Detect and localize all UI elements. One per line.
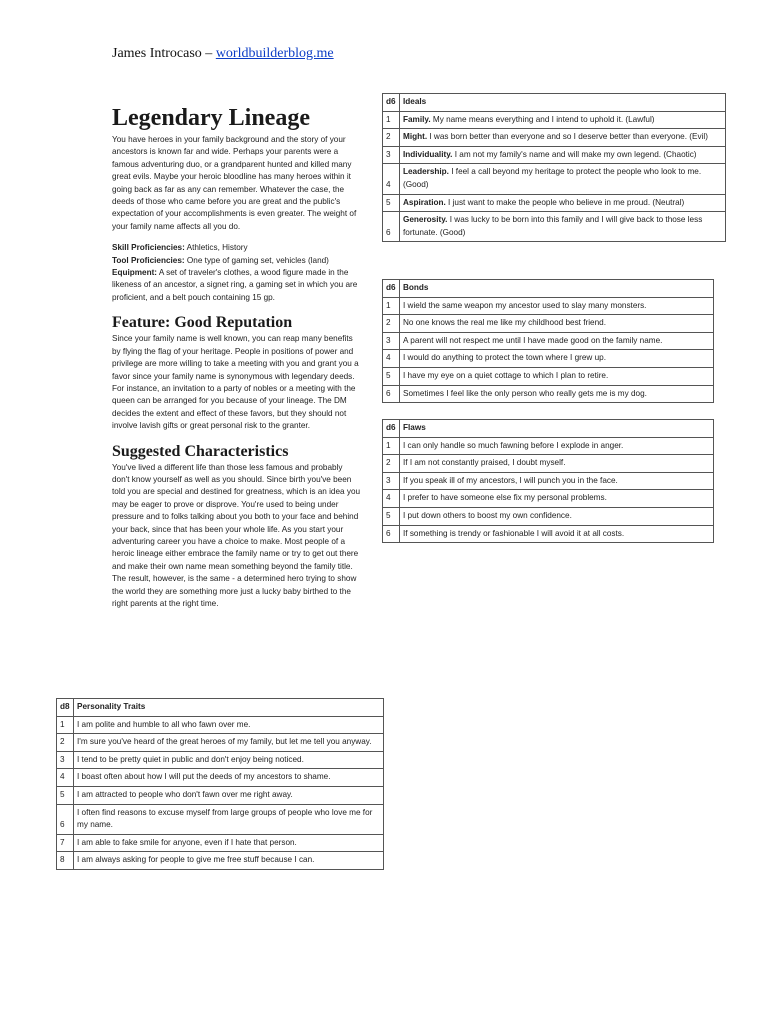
table-row [383,385,714,403]
column-header: Personality Traits [74,699,384,717]
row-text: I am able to fake smile for anyone, even if I hate that person. [74,834,384,852]
row-number: 5 [383,194,400,212]
table-row [383,297,714,315]
row-number: 7 [57,834,74,852]
row-number: 4 [383,350,400,368]
table-row [383,194,726,212]
row-number: 8 [57,852,74,870]
table-row [383,350,714,368]
row-text: I'm sure you've heard of the great heroes of my family, but let me tell you anyway. [74,734,384,752]
ideal-label: Individuality. [403,149,453,159]
table-row [383,212,726,242]
equipment-value: A set of traveler's clothes, a wood figure made in the likeness of an ancestor, a signet ring, a gaming set in which you are proficient, and a belt pouch containing 15 gp. [112,268,358,302]
row-text: I wield the same weapon my ancestor used to slay many monsters. [400,297,714,315]
row-number: 5 [383,367,400,385]
feature-text: Since your family name is well known, you can reap many benefits by flying the flag of your heritage. People in positions of power and privilege are more willing to take a meeting with you and grant you a favor since your family name is synonymous with legendary deeds. For instance, an invitation to a party of nobles or a meeting with the queen can be arranged for you because of your lineage. The DM decides the extent and effect of these favors, but they should not involve lavish gifts or great personal risk to the granter. [112,334,359,431]
row-text: I boast often about how I will put the deeds of my ancestors to shame. [74,769,384,787]
table-row [383,129,726,147]
table-row [383,367,714,385]
row-number: 6 [383,212,400,242]
column-header: Bonds [400,280,714,298]
table-row [383,455,714,473]
row-text [400,146,726,164]
row-text [400,212,726,242]
table-row [383,490,714,508]
row-number: 6 [383,385,400,403]
table-row [57,786,384,804]
row-text: If I am not constantly praised, I doubt myself. [400,455,714,473]
ideal-label: Aspiration. [403,197,446,207]
page-title: Legendary Lineage [112,105,310,131]
table-row [383,525,714,543]
table-row [383,332,714,350]
characteristics-text: You've lived a different life than those less famous and probably don't know yourself as well as you should. Since birth you've been told you are special and destined for greatness, which is an idea you may be eager to prove or disprove. You're used to being under pressure and to folks talking about you both to your face and behind your back, since that has been your whole life. As you start your adventuring career you have a choice to make. Most people of a heroic lineage either embrace the family name or try to get out there and make their own name mean something beyond the family title. The result, however, is the same - a determined hero trying to show the world they are something more just a lucky baby birthed to the right parents at the right time. [112,462,361,608]
row-number: 1 [383,297,400,315]
table-header-row [383,94,726,112]
row-text: I am attracted to people who don't fawn over me right away. [74,786,384,804]
bonds-table [382,279,714,403]
table-row [57,834,384,852]
row-number: 4 [383,490,400,508]
tool-value: One type of gaming set, vehicles (land) [184,255,329,265]
row-number: 2 [383,455,400,473]
ideals-table [382,93,726,242]
tool-label: Tool Proficiencies: [112,255,185,265]
row-text: I often find reasons to excuse myself from large groups of people who love me for my name. [74,804,384,834]
row-text: I am polite and humble to all who fawn over me. [74,716,384,734]
tool-proficiencies [112,255,362,267]
row-text: If something is trendy or fashionable I will avoid it at all costs. [400,525,714,543]
row-text [400,129,726,147]
page-header [112,46,334,62]
ideal-text: I am not my family's name and will make my own legend. (Chaotic) [452,149,697,159]
table-row [383,146,726,164]
main-text-column [112,104,362,610]
equipment [112,267,362,304]
author-name: James Introcaso – [112,46,216,61]
ideal-text: I was born better than everyone and so I deserve better than everyone. (Evil) [427,132,708,142]
ideal-label: Family. [403,114,431,124]
ideal-label: Might. [403,132,428,142]
ideal-label: Leadership. [403,167,449,177]
table-row [57,804,384,834]
row-number: 5 [383,507,400,525]
row-number: 4 [383,164,400,194]
table-row [383,507,714,525]
table-row [383,437,714,455]
row-text: If you speak ill of my ancestors, I will punch you in the face. [400,472,714,490]
skill-value: Athletics, History [184,243,248,253]
row-number: 5 [57,786,74,804]
row-number: 6 [383,525,400,543]
table-row [383,111,726,129]
column-header: Flaws [400,420,714,438]
die-cell: d8 [57,699,74,717]
intro-text: You have heroes in your family background and the story of your ancestors is known far and wide. Perhaps your parents were a famous adventuring duo, or a grandparent hunted and killed many great evils. Maybe your heroic bloodline has many heroes within it going back as far as any can remember. Whatever the case, the deeds of those who came before you are great and the public's expectation of your accomplishments is even greater. The weight of your family name affects all you do. [112,135,357,231]
ideal-text: I was lucky to be born into this family and I will give back to those less fortunate. (Good) [403,215,703,237]
table-row [383,315,714,333]
personality-traits-table [56,698,384,870]
table-row [57,769,384,787]
row-number: 1 [383,437,400,455]
row-text: I have my eye on a quiet cottage to which I plan to retire. [400,367,714,385]
ideal-text: I just want to make the people who believe in me proud. (Neutral) [445,197,685,207]
column-header: Ideals [400,94,726,112]
row-number: 6 [57,804,74,834]
table-row [57,852,384,870]
row-number: 1 [57,716,74,734]
table-row [383,164,726,194]
row-number: 3 [383,472,400,490]
table-row [57,734,384,752]
row-number: 3 [383,332,400,350]
table-header-row [383,280,714,298]
skill-proficiencies [112,242,362,254]
row-number: 2 [57,734,74,752]
table-row [57,716,384,734]
row-number: 2 [383,129,400,147]
ideal-label: Generosity. [403,215,448,225]
equipment-label: Equipment: [112,268,158,278]
die-cell: d6 [383,280,400,298]
row-text: I put down others to boost my own confidence. [400,507,714,525]
row-text: I prefer to have someone else fix my personal problems. [400,490,714,508]
table-header-row [57,699,384,717]
table-header-row [383,420,714,438]
flaws-table [382,419,714,543]
feature-heading: Feature: Good Reputation [112,314,293,332]
die-cell: d6 [383,94,400,112]
row-text: I can only handle so much fawning before I explode in anger. [400,437,714,455]
site-link[interactable]: worldbuilderblog.me [215,46,334,61]
row-text: I would do anything to protect the town where I grew up. [400,350,714,368]
row-number: 4 [57,769,74,787]
row-number: 3 [57,751,74,769]
characteristics-heading: Suggested Characteristics [112,442,289,460]
row-text: I tend to be pretty quiet in public and don't enjoy being noticed. [74,751,384,769]
ideal-text: My name means everything and I intend to uphold it. (Lawful) [430,114,655,124]
row-text [400,194,726,212]
row-number: 2 [383,315,400,333]
row-text: A parent will not respect me until I have made good on the family name. [400,332,714,350]
table-row [383,472,714,490]
row-text [400,111,726,129]
row-text: No one knows the real me like my childhood best friend. [400,315,714,333]
row-number: 1 [383,111,400,129]
row-text [400,164,726,194]
skill-label: Skill Proficiencies: [112,243,185,253]
row-text: I am always asking for people to give me free stuff because I can. [74,852,384,870]
row-text: Sometimes I feel like the only person who really gets me is my dog. [400,385,714,403]
row-number: 3 [383,146,400,164]
die-cell: d6 [383,420,400,438]
ideal-text: I feel a call beyond my heritage to protect the people who look to me. (Good) [403,167,702,189]
table-row [57,751,384,769]
